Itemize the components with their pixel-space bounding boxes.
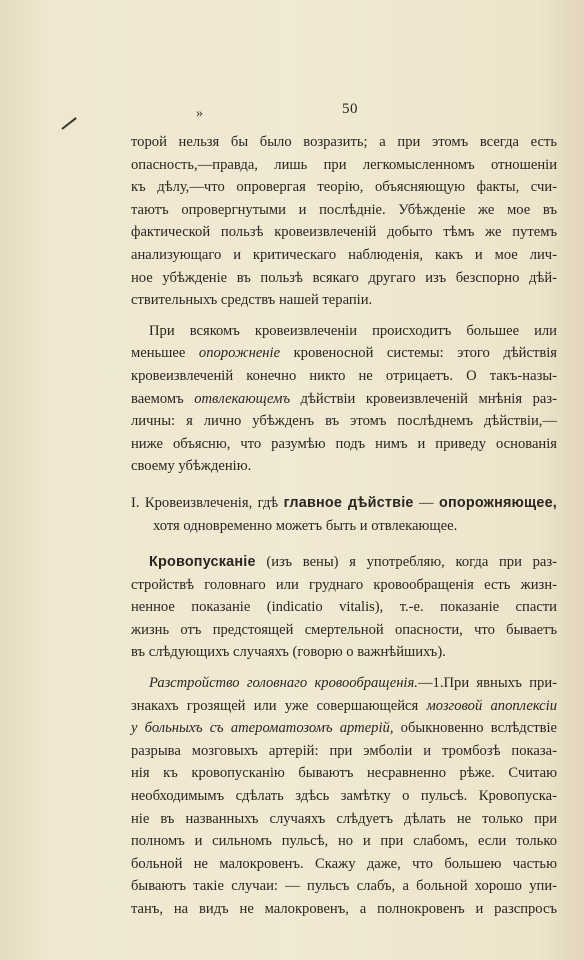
bold-term: главное дѣйствіе (283, 494, 414, 511)
paragraph-1 (131, 131, 557, 312)
text-line: полномъ и сильномъ пульсѣ, но и при слабомъ, если только (131, 833, 557, 850)
text-line: личны: я лично убѣжденъ въ этомъ послѣднемъ дѣйствіи,— (131, 413, 557, 430)
text-line: опасность,—правда, лишь при легкомысленномъ отношеніи (131, 156, 557, 173)
text-line: хотя одновременно можетъ быть и отвлекающее. (153, 517, 458, 534)
text-run: дѣйствіи кровеизвлеченій мнѣнія раз- (290, 390, 557, 407)
text-line (131, 342, 557, 365)
paragraph-4 (131, 672, 557, 921)
text-line (131, 695, 557, 718)
text-run: — (413, 494, 439, 511)
text-line: ніе въ названныхъ случаяхъ слѣдуетъ дѣлать не только при (131, 810, 557, 827)
text-line: жизнь отъ предстоящей смертельной опасности, что бываетъ (131, 621, 557, 638)
text-line: разрыва мозговыхъ артерій: при эмболіи и тромбозѣ показа- (131, 742, 557, 759)
text-run: кровеносной системы: этого дѣйствія (280, 345, 557, 362)
text-line: ствительныхъ средствъ нашей терапіи. (131, 292, 373, 309)
text-line (131, 492, 557, 515)
text-line: торой нельзя бы было возразить; а при этомъ всегда есть (131, 134, 557, 150)
text-line: больной не малокровенъ. Скажу даже, что большею частью (131, 855, 557, 872)
text-run: обыкновенно вслѣдствіе (393, 720, 557, 737)
text-run: ваемомъ (131, 390, 195, 407)
text-line: необходимымъ сдѣлать здѣсь замѣтку о пульсѣ. Кровопуска- (131, 788, 557, 805)
page-body (131, 131, 557, 921)
emphasis-term: у больныхъ съ атероматозомъ артерій, (131, 720, 394, 737)
text-run: I. Кровеизвлеченія, гдѣ (131, 494, 284, 511)
margin-pencil-mark (61, 117, 76, 130)
text-line (131, 672, 557, 695)
emphasis-term: опорожненіе (198, 345, 281, 362)
text-line: ненное показаніе (indicatio vitalis), т.-е. показаніе спасти (131, 599, 557, 616)
section-heading (131, 492, 557, 537)
text-line: таютъ опровергнутыми и послѣдніе. Убѣжденіе же мое въ (131, 201, 557, 218)
text-line: кровеизвлеченій конечно никто не отрицаетъ. О такъ-назы- (131, 367, 557, 384)
text-line (131, 717, 557, 740)
text-line (131, 551, 557, 574)
margin-mark: » (196, 106, 203, 121)
text-line: фактической пользѣ кровеизвлеченій добыто тѣмъ же путемъ (131, 224, 557, 241)
text-line: къ дѣлу,—что опровергая теорію, объясняющую факты, счи- (131, 179, 557, 196)
text-run: (изъ вены) я употребляю, когда при раз- (255, 554, 557, 571)
text-run: знакахъ грозящей или уже совершающейся (131, 697, 427, 714)
text-line (131, 388, 557, 411)
text-run: —1.При явныхъ при- (417, 675, 557, 692)
bold-term: опорожняющее, (439, 494, 557, 511)
emphasis-term: Разстройство головнаго кровообращенія. (149, 675, 418, 692)
text-line: ниже объясню, что разумѣю подъ нимъ и приведу основанія (131, 435, 557, 452)
text-line: бываютъ такіе случаи: — пульсъ слабъ, а больной хорошо упи- (131, 878, 557, 895)
text-line: своему убѣжденію. (131, 458, 252, 475)
bold-term: Кровопусканіе (149, 554, 256, 571)
paragraph-3 (131, 551, 557, 664)
text-line: При всякомъ кровеизвлеченіи происходитъ большее или (149, 322, 557, 339)
text-line: анализующаго и критическаго наблюденія, какъ и мое лич- (131, 246, 557, 263)
text-line: нія къ кровопусканію бываютъ несравненно рѣже. Считаю (131, 765, 557, 782)
text-line: стройствѣ головнаго или груднаго кровообращенія есть жизн- (131, 576, 557, 593)
paragraph-2 (131, 320, 557, 478)
text-line: въ слѣдующихъ случаяхъ (говорю о важнѣйшихъ). (131, 644, 446, 661)
emphasis-term: мозговой апоплексіи (426, 697, 557, 714)
page-number: 50 (342, 101, 358, 117)
text-line: танъ, на видъ не малокровенъ, а полнокровенъ и разспросъ (131, 901, 557, 917)
text-line: ное убѣжденіе въ пользѣ всякаго другаго изъ безспорно дѣй- (131, 269, 557, 286)
text-run: меньшее (131, 345, 199, 362)
emphasis-term: отвлекающемъ (194, 390, 291, 407)
